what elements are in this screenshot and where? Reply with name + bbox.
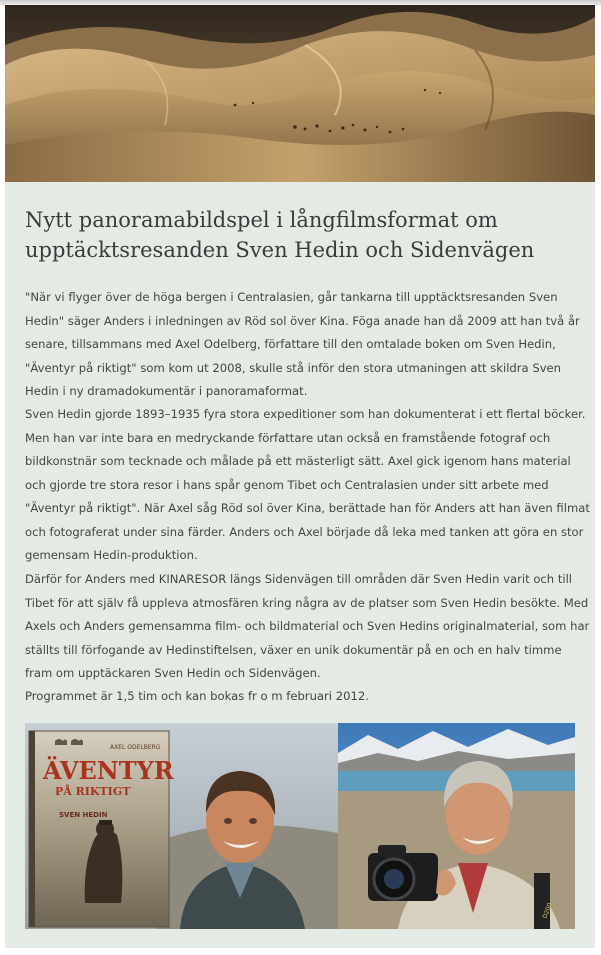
article-paragraph-1: "När vi flyger över de höga bergen i Centralasien, går tankarna till upptäcktsresanden Sven Hedin" säger Anders i inledningen av Röd sol över Kina. Föga anade han då 2009 att han två år senare, tillsammans med Axel Odelberg, författare till den omtalade boken om Sven Hedin, "Äventyr på riktigt" som kom ut 2008, skulle stå inför den stora utmaningen att skildra Sven Hedin i ny dramadokumentär i panoramaformat. — [25, 290, 580, 398]
photo-strip — [25, 723, 575, 929]
anders-with-camera-photo — [338, 723, 575, 929]
article-paragraph-2: Sven Hedin gjorde 1893–1935 fyra stora expeditioner som han dokumenterat i ett flertal böcker. Men han var inte bara en medryckande författare utan också en framstående fotograf och bildkonstnär som tecknade och målade på ett mästerligt sätt. Axel gick igenom hans material och gjorde tre stora resor i hans spår genom Tibet och Centralasien under sitt arbete med "Äventyr på riktigt". När Axel såg Röd sol över Kina, berättade han för Anders att han även filmat och fotograferat under sina färder. Anders och Axel började då leka med tanken att göra en stor gemensam Hedin-produktion. — [25, 407, 590, 562]
dunes-illustration — [5, 5, 595, 182]
book-subtitle: SVEN HEDIN — [59, 811, 108, 819]
book-title-line1: ÄVENTYR — [43, 756, 174, 785]
article-paragraph-4: Programmet är 1,5 tim och kan bokas fr o m februari 2012. — [25, 689, 369, 703]
article-card — [5, 5, 595, 948]
book-title-line2: PÅ RIKTIGT — [55, 785, 131, 798]
author-with-book-photo — [25, 723, 338, 929]
desert-banner-image — [5, 5, 595, 182]
svg-text:D200: D200 — [541, 901, 554, 920]
article-paragraph-3: Därför for Anders med KINARESOR längs Sidenvägen till områden där Sven Hedin varit och till Tibet för att själv få uppleva atmosfären kring några av de platser som Sven Hedin besökte. Med Axels och Anders gemensamma film- och bildmaterial och Sven Hedins originalmaterial, som har ställts till förfogande av Hedinstiftelsen, växer en unik dokumentär på en och en halv timme fram om upptäckaren Sven Hedin och Sidenvägen. — [25, 572, 590, 680]
book-author: AXEL ODELBERG — [110, 744, 161, 751]
article-title: Nytt panoramabildspel i långfilmsformat om upptäcktsresanden Sven Hedin och Sidenvägen — [25, 208, 535, 262]
